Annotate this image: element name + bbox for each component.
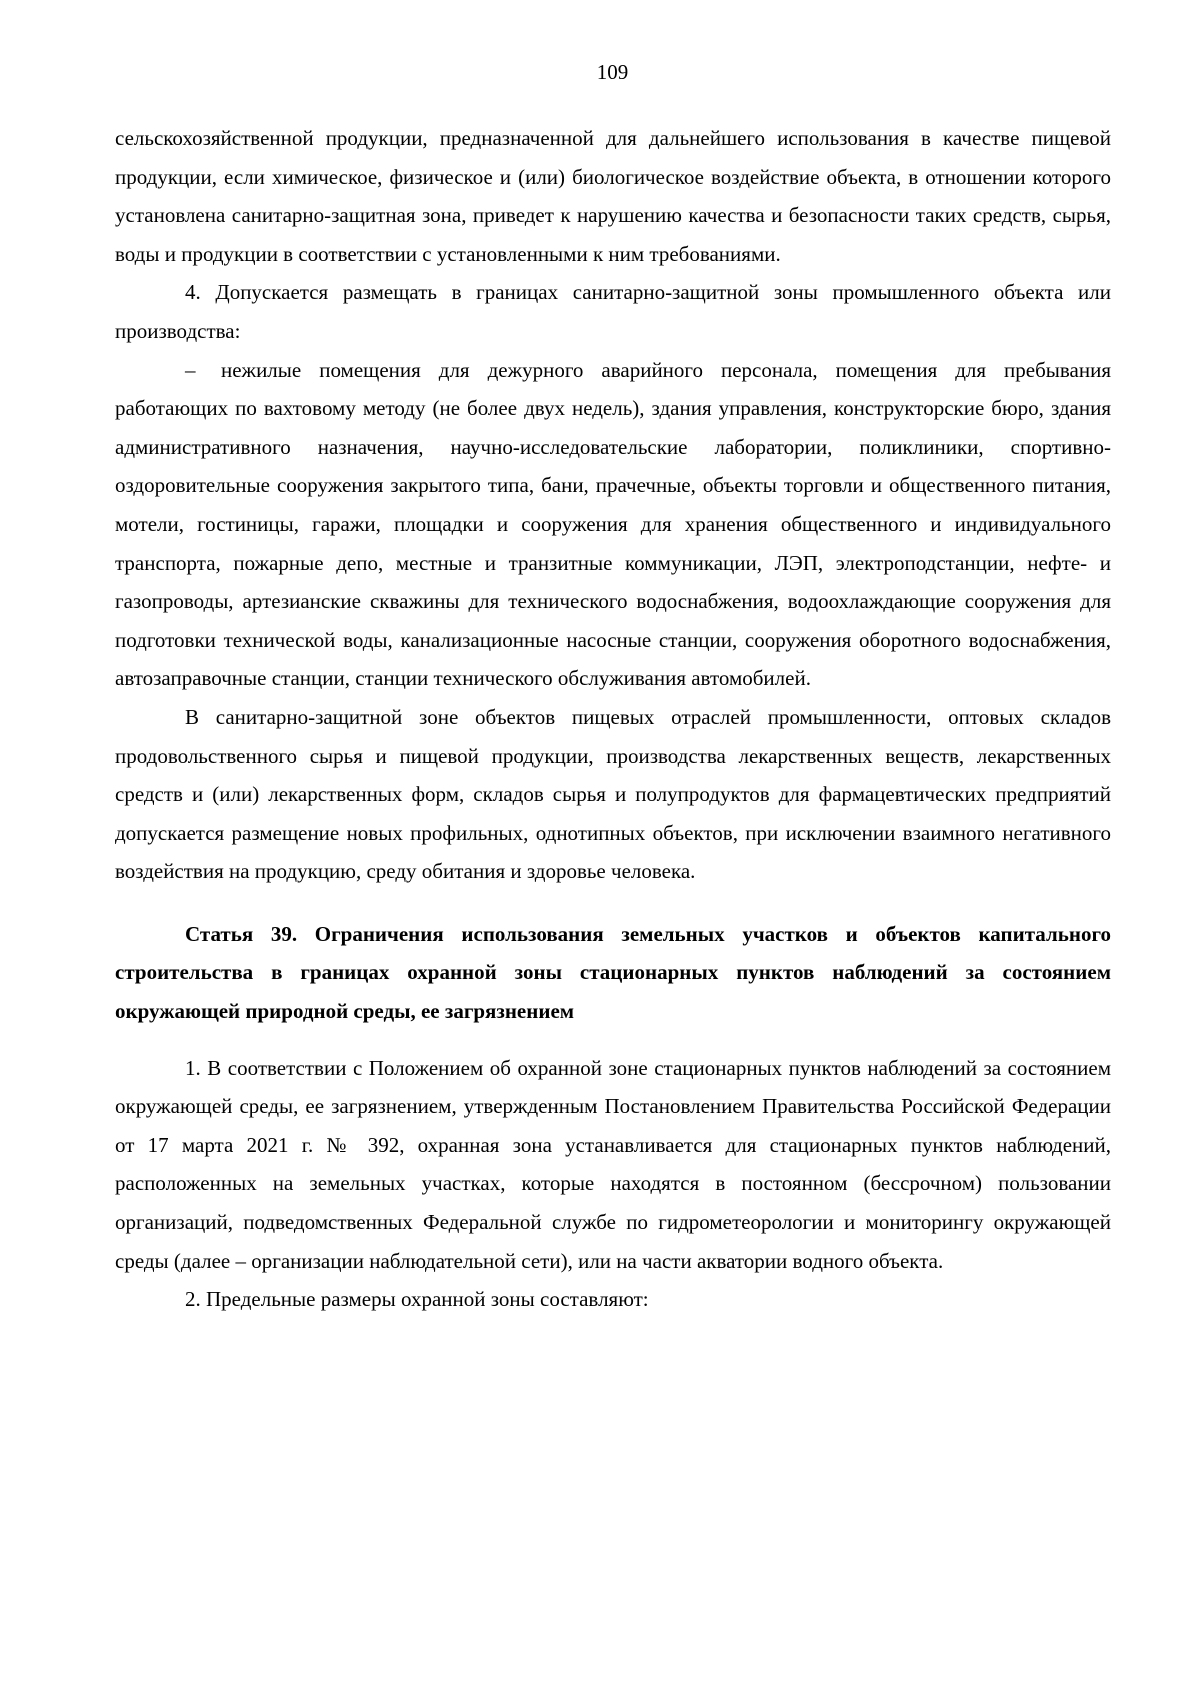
dash-marker: – xyxy=(185,357,196,382)
page-number: 109 xyxy=(596,60,629,84)
paragraph-item-2: 2. Предельные размеры охранной зоны составляют: xyxy=(185,1287,649,1312)
dash-list-text: нежилые помещения для дежурного аварийного персонала, помещения для пребывания работающих по вахтовому методу (не более двух недель), здания управления, конструкторские бюро, здания административного назначения, научно-исследовательские лаборатории, поликлиники, спортивно-оздоровительные сооружения закрытого типа, бани, прачечные, объекты торговли и общественного питания, мотели, гостиницы, гаражи, площадки и сооружения для хранения общественного и индивидуального транспорта, пожарные депо, местные и транзитные коммуникации, ЛЭП, электроподстанции, нефте- и газопроводы, артезианские скважины для технического водоснабжения, водоохлаждающие сооружения для подготовки технической воды, канализационные насосные станции, сооружения оборотного водоснабжения, автозаправочные станции, станции технического обслуживания автомобилей. xyxy=(115,357,1111,691)
paragraph-continuation: сельскохозяйственной продукции, предназначенной для дальнейшего использования в качестве пищевой продукции, если химическое, физическое и (или) биологическое воздействие объекта, в отношении которого установлена санитарно-защитная зона, приведет к нарушению качества и безопасности таких средств, сырья, воды и продукции в соответствии с установленными к ним требованиями. xyxy=(115,126,1111,266)
document-body xyxy=(115,119,1111,1319)
article-heading: Статья 39. Ограничения использования земельных участков и объектов капитального строительства в границах охранной зоны стационарных пунктов наблюдений за состоянием окружающей природной среды, ее загрязнением xyxy=(115,921,1111,1024)
paragraph-item-4: 4. Допускается размещать в границах санитарно-защитной зоны промышленного объекта или производства: xyxy=(115,280,1111,343)
paragraph-dash-list xyxy=(115,351,1111,698)
paragraph-item-1: 1. В соответствии с Положением об охранной зоне стационарных пунктов наблюдений за состоянием окружающей среды, ее загрязнением, утвержденным Постановлением Правительства Российской Федерации от 17 марта 2021 г. № 392, охранная зона устанавливается для стационарных пунктов наблюдений, расположенных на земельных участках, которые находятся в постоянном (бессрочном) пользовании организаций, подведомственных Федеральной службе по гидрометеорологии и мониторингу окружающей среды (далее – организации наблюдательной сети), или на части акватории водного объекта. xyxy=(115,1055,1111,1273)
paragraph-food-industry: В санитарно-защитной зоне объектов пищевых отраслей промышленности, оптовых складов продовольственного сырья и пищевой продукции, производства лекарственных веществ, лекарственных средств и (или) лекарственных форм, складов сырья и полупродуктов для фармацевтических предприятий допускается размещение новых профильных, однотипных объектов, при исключении взаимного негативного воздействия на продукцию, среду обитания и здоровье человека. xyxy=(115,704,1111,884)
